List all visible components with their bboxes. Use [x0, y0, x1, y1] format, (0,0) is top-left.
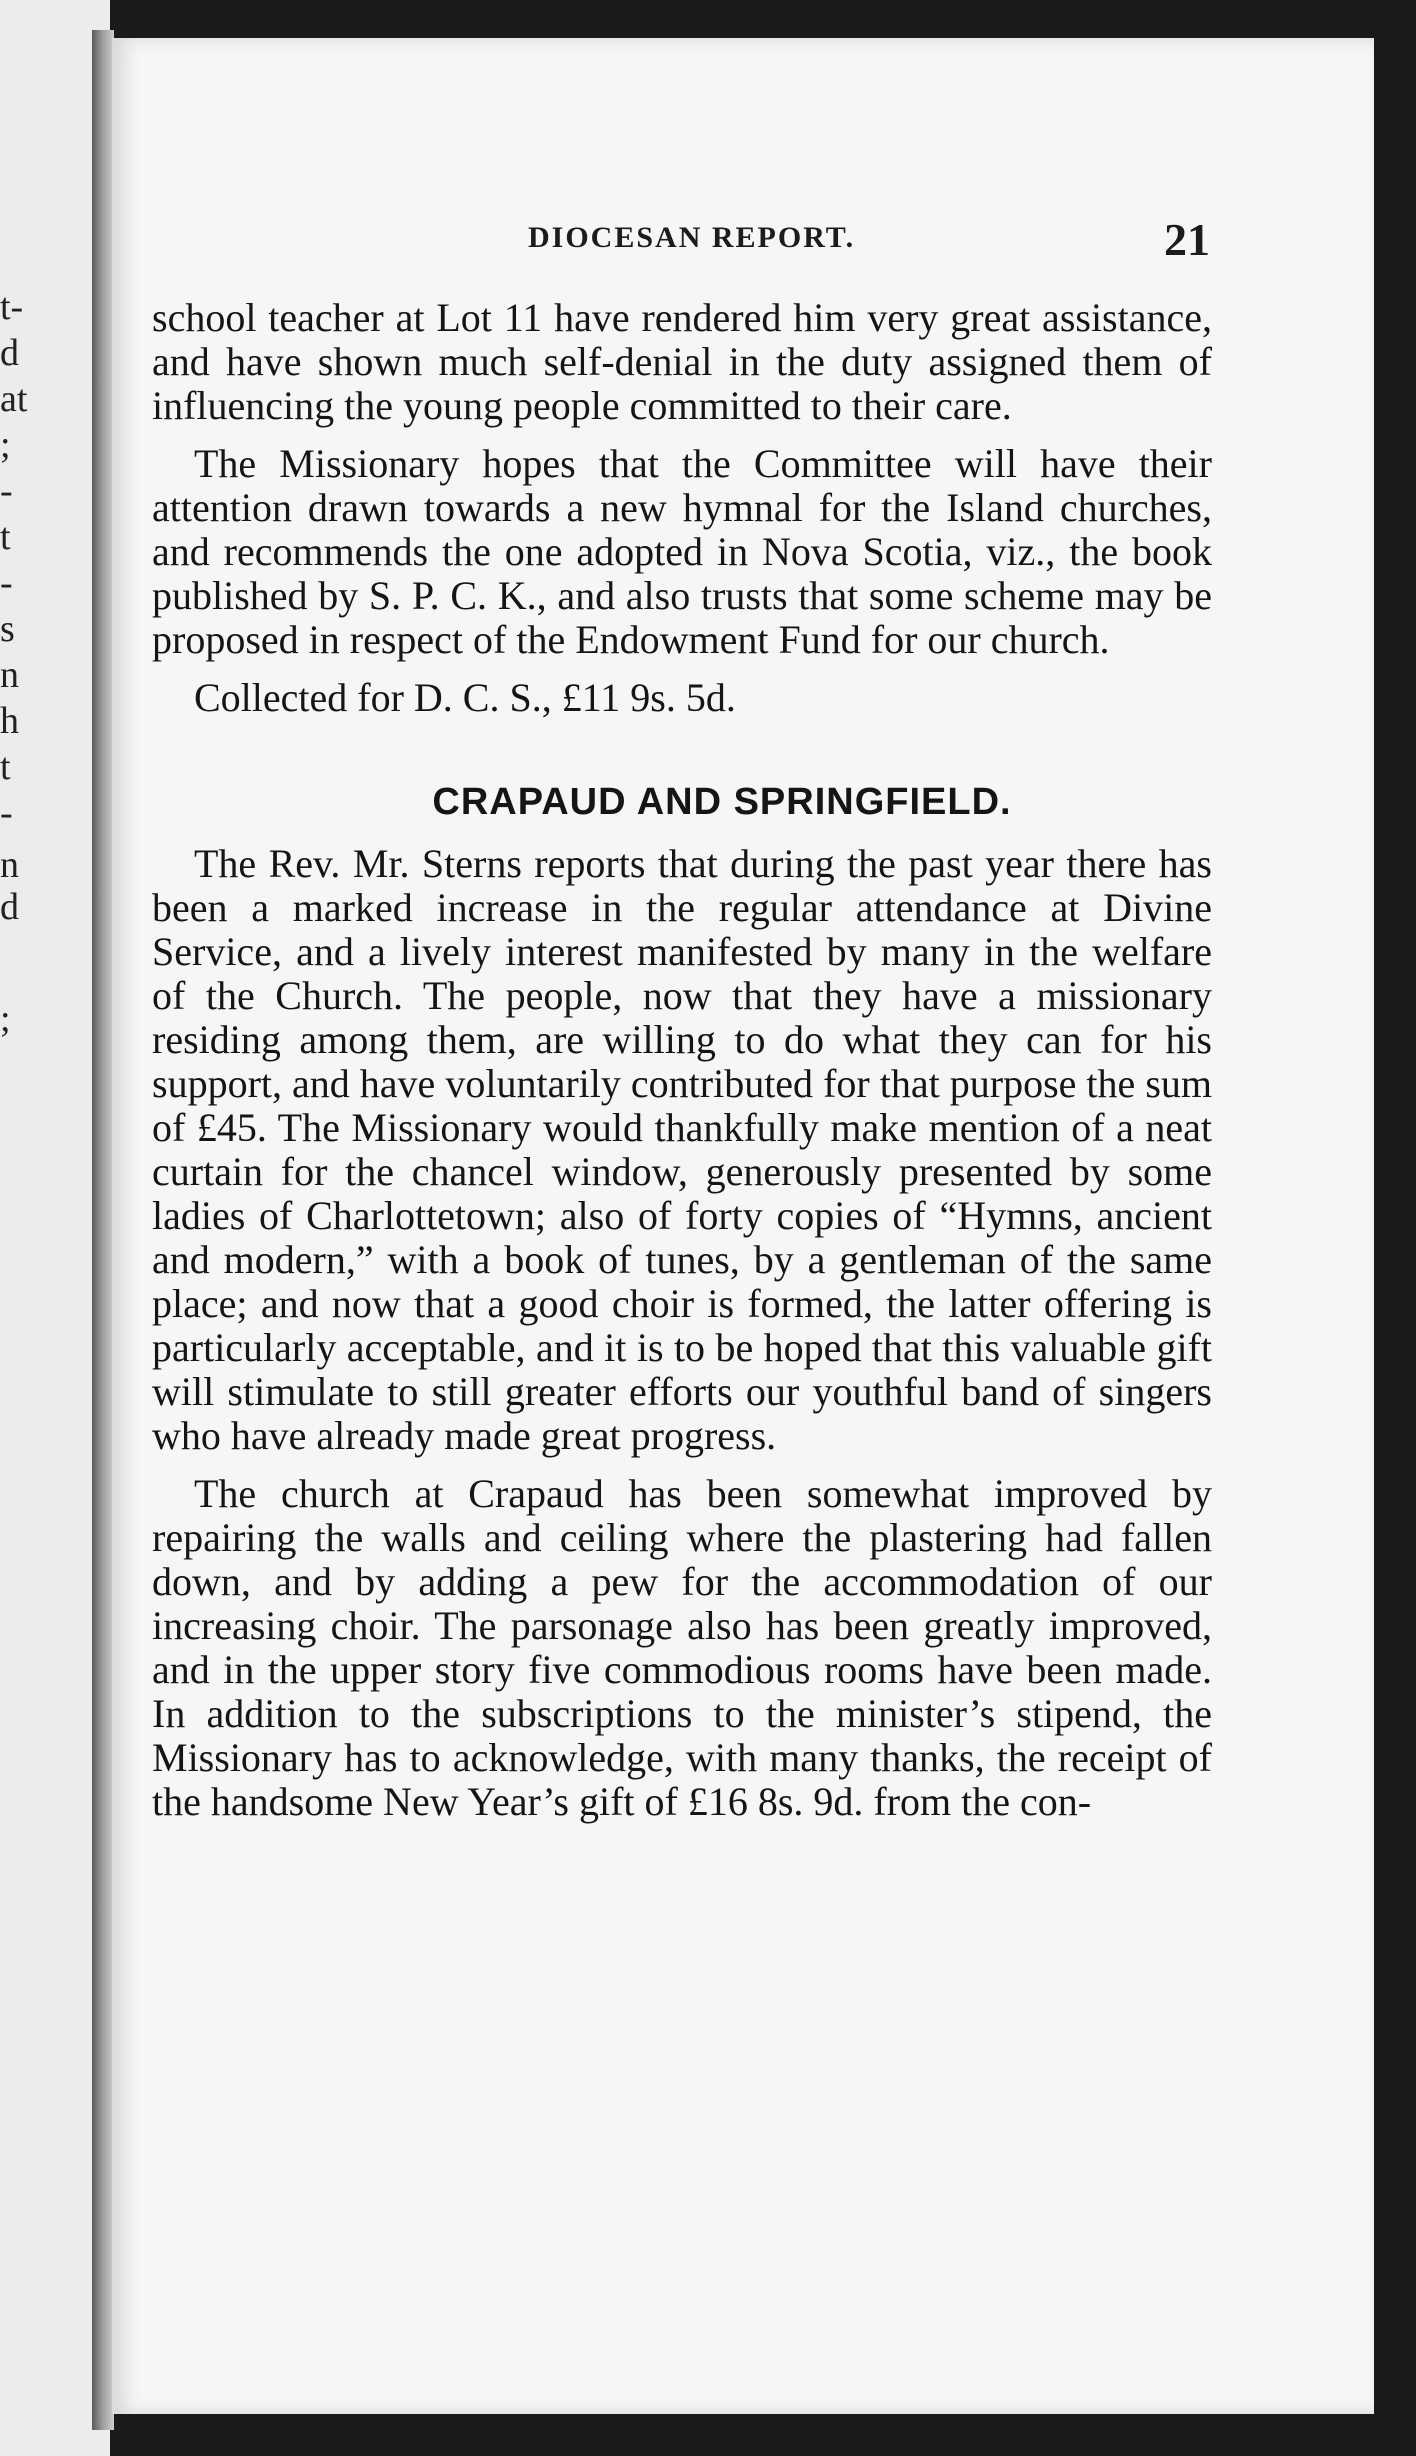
facing-page-fragment: ; [0, 424, 11, 466]
facing-page-fragment: t [0, 516, 11, 558]
facing-page-fragment: h [0, 700, 19, 742]
book-gutter [92, 30, 114, 2430]
page-body [152, 296, 1212, 1824]
facing-page-fragment: s [0, 608, 15, 650]
collected-amount: Collected for D. C. S., £11 9s. 5d. [194, 675, 736, 720]
facing-page-fragment: - [0, 470, 13, 512]
facing-page-fragment: at [0, 378, 28, 420]
paragraph-continued: school teacher at Lot 11 have rendered him very great assistance, and have shown much self-denial in the duty assigned them of influencing the young people committed to their care. [152, 295, 1212, 428]
page-header [112, 213, 1374, 273]
facing-page-fragment: d [0, 332, 19, 374]
facing-page-fragment: - [0, 562, 13, 604]
facing-page-fragment: - [0, 792, 13, 834]
facing-page-fragment: n [0, 654, 19, 696]
running-head: DIOCESAN REPORT. [528, 221, 856, 254]
facing-page-fragment: d [0, 886, 19, 928]
facing-page-fragment: ; [0, 998, 11, 1040]
facing-page-fragment: n [0, 844, 19, 886]
page-number: 21 [1164, 214, 1210, 265]
paragraph-church: The church at Crapaud has been somewhat improved by repairing the walls and ceiling where the plastering had fallen down, and by adding a pew for the accommodation of our increasing choir. The parsonage also has been greatly improved, and in the upper story five commodious rooms have been made. In addition to the subscriptions to the minister’s stipend, the Missionary has to acknowledge, with many thanks, the receipt of the handsome New Year’s gift of £16 8s. 9d. from the con- [152, 1471, 1212, 1824]
paragraph-hymnal: The Missionary hopes that the Committee will have their attention drawn towards a new hymnal for the Island churches, and recommends the one adopted in Nova Scotia, viz., the book published by S. P. C. K., and also trusts that some scheme may be proposed in respect of the Endowment Fund for our church. [152, 441, 1212, 662]
section-heading: CRAPAUD AND SPRINGFIELD. [432, 781, 1012, 823]
facing-page-fragment: t- [0, 286, 24, 328]
facing-page-fragment: t [0, 746, 11, 788]
document-page [112, 38, 1374, 2414]
paragraph-report: The Rev. Mr. Sterns reports that during the past year there has been a marked increase in the regular attendance at Divine Service, and a lively interest manifested by many in the welfare of the Church. The people, now that they have a missionary residing among them, are willing to do what they can for his support, and have voluntarily contributed for that purpose the sum of £45. The Missionary would thankfully make mention of a neat curtain for the chancel window, generously presented by some ladies of Charlottetown; also of forty copies of “Hymns, ancient and modern,” with a book of tunes, by a gentleman of the same place; and now that a good choir is formed, the latter offering is particularly acceptable, and it is to be hoped that this valuable gift will stimulate to still greater efforts our youthful band of singers who have already made great progress. [152, 841, 1212, 1458]
